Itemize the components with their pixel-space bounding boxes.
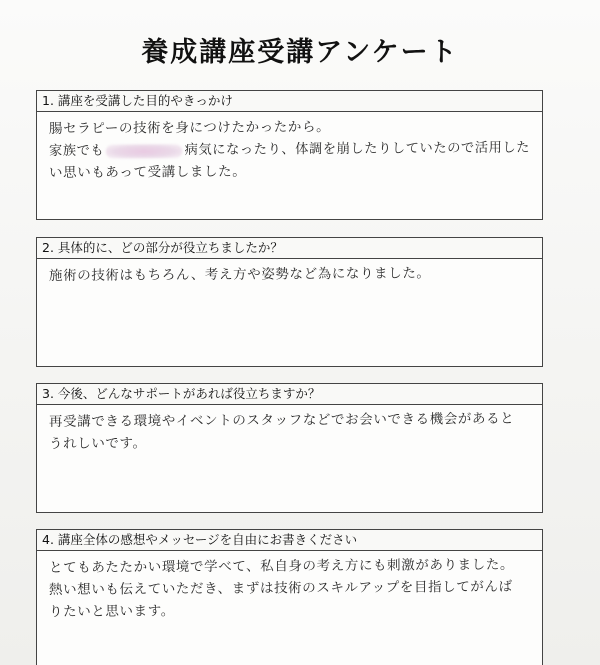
section-purpose bbox=[36, 90, 543, 220]
section-heading: 1. 講座を受講した目的やきっかけ bbox=[37, 91, 542, 112]
answer-area bbox=[37, 112, 542, 184]
section-heading: 3. 今後、どんなサポートがあれば役立ちますか？ bbox=[37, 384, 542, 405]
answer-line: 再受講できる環境やイベントのスタッフなどでお会いできる機会があると bbox=[48, 410, 515, 430]
survey-title: 養成講座受講アンケート bbox=[141, 37, 459, 68]
answer-line: い思いもあって受講しました。 bbox=[48, 163, 247, 181]
section-future-support bbox=[36, 383, 543, 513]
answer-line: とてもあたたかい環境で学べて、私自身の考え方にも刺激がありました。 bbox=[48, 556, 515, 576]
answer-line: りたいと思います。 bbox=[48, 603, 175, 620]
section-helpful-parts bbox=[36, 237, 543, 367]
answer-line: 施術の技術はもちろん、考え方や姿勢など為になりました。 bbox=[48, 265, 431, 284]
answer-line: 腸セラピーの技術を身につけたかったから。 bbox=[48, 119, 331, 137]
answer-line: うれしいです。 bbox=[48, 435, 147, 452]
redacted-text-blur bbox=[106, 144, 183, 159]
section-heading: 4. 講座全体の感想やメッセージを自由にお書きください bbox=[37, 530, 542, 551]
answer-line: 熱い想いも伝えていただき、まずは技術のスキルアップを目指してがんば bbox=[48, 578, 513, 598]
answer-area bbox=[37, 551, 542, 623]
answer-line-part: 病気になったり、体調を崩したりしていたので活用した bbox=[184, 139, 531, 159]
section-heading: 2. 具体的に、どの部分が役立ちましたか？ bbox=[37, 238, 542, 259]
answer-area bbox=[37, 405, 542, 455]
answer-area bbox=[37, 259, 542, 287]
section-impressions bbox=[36, 529, 543, 665]
answer-line-part: 家族でも bbox=[48, 142, 105, 159]
